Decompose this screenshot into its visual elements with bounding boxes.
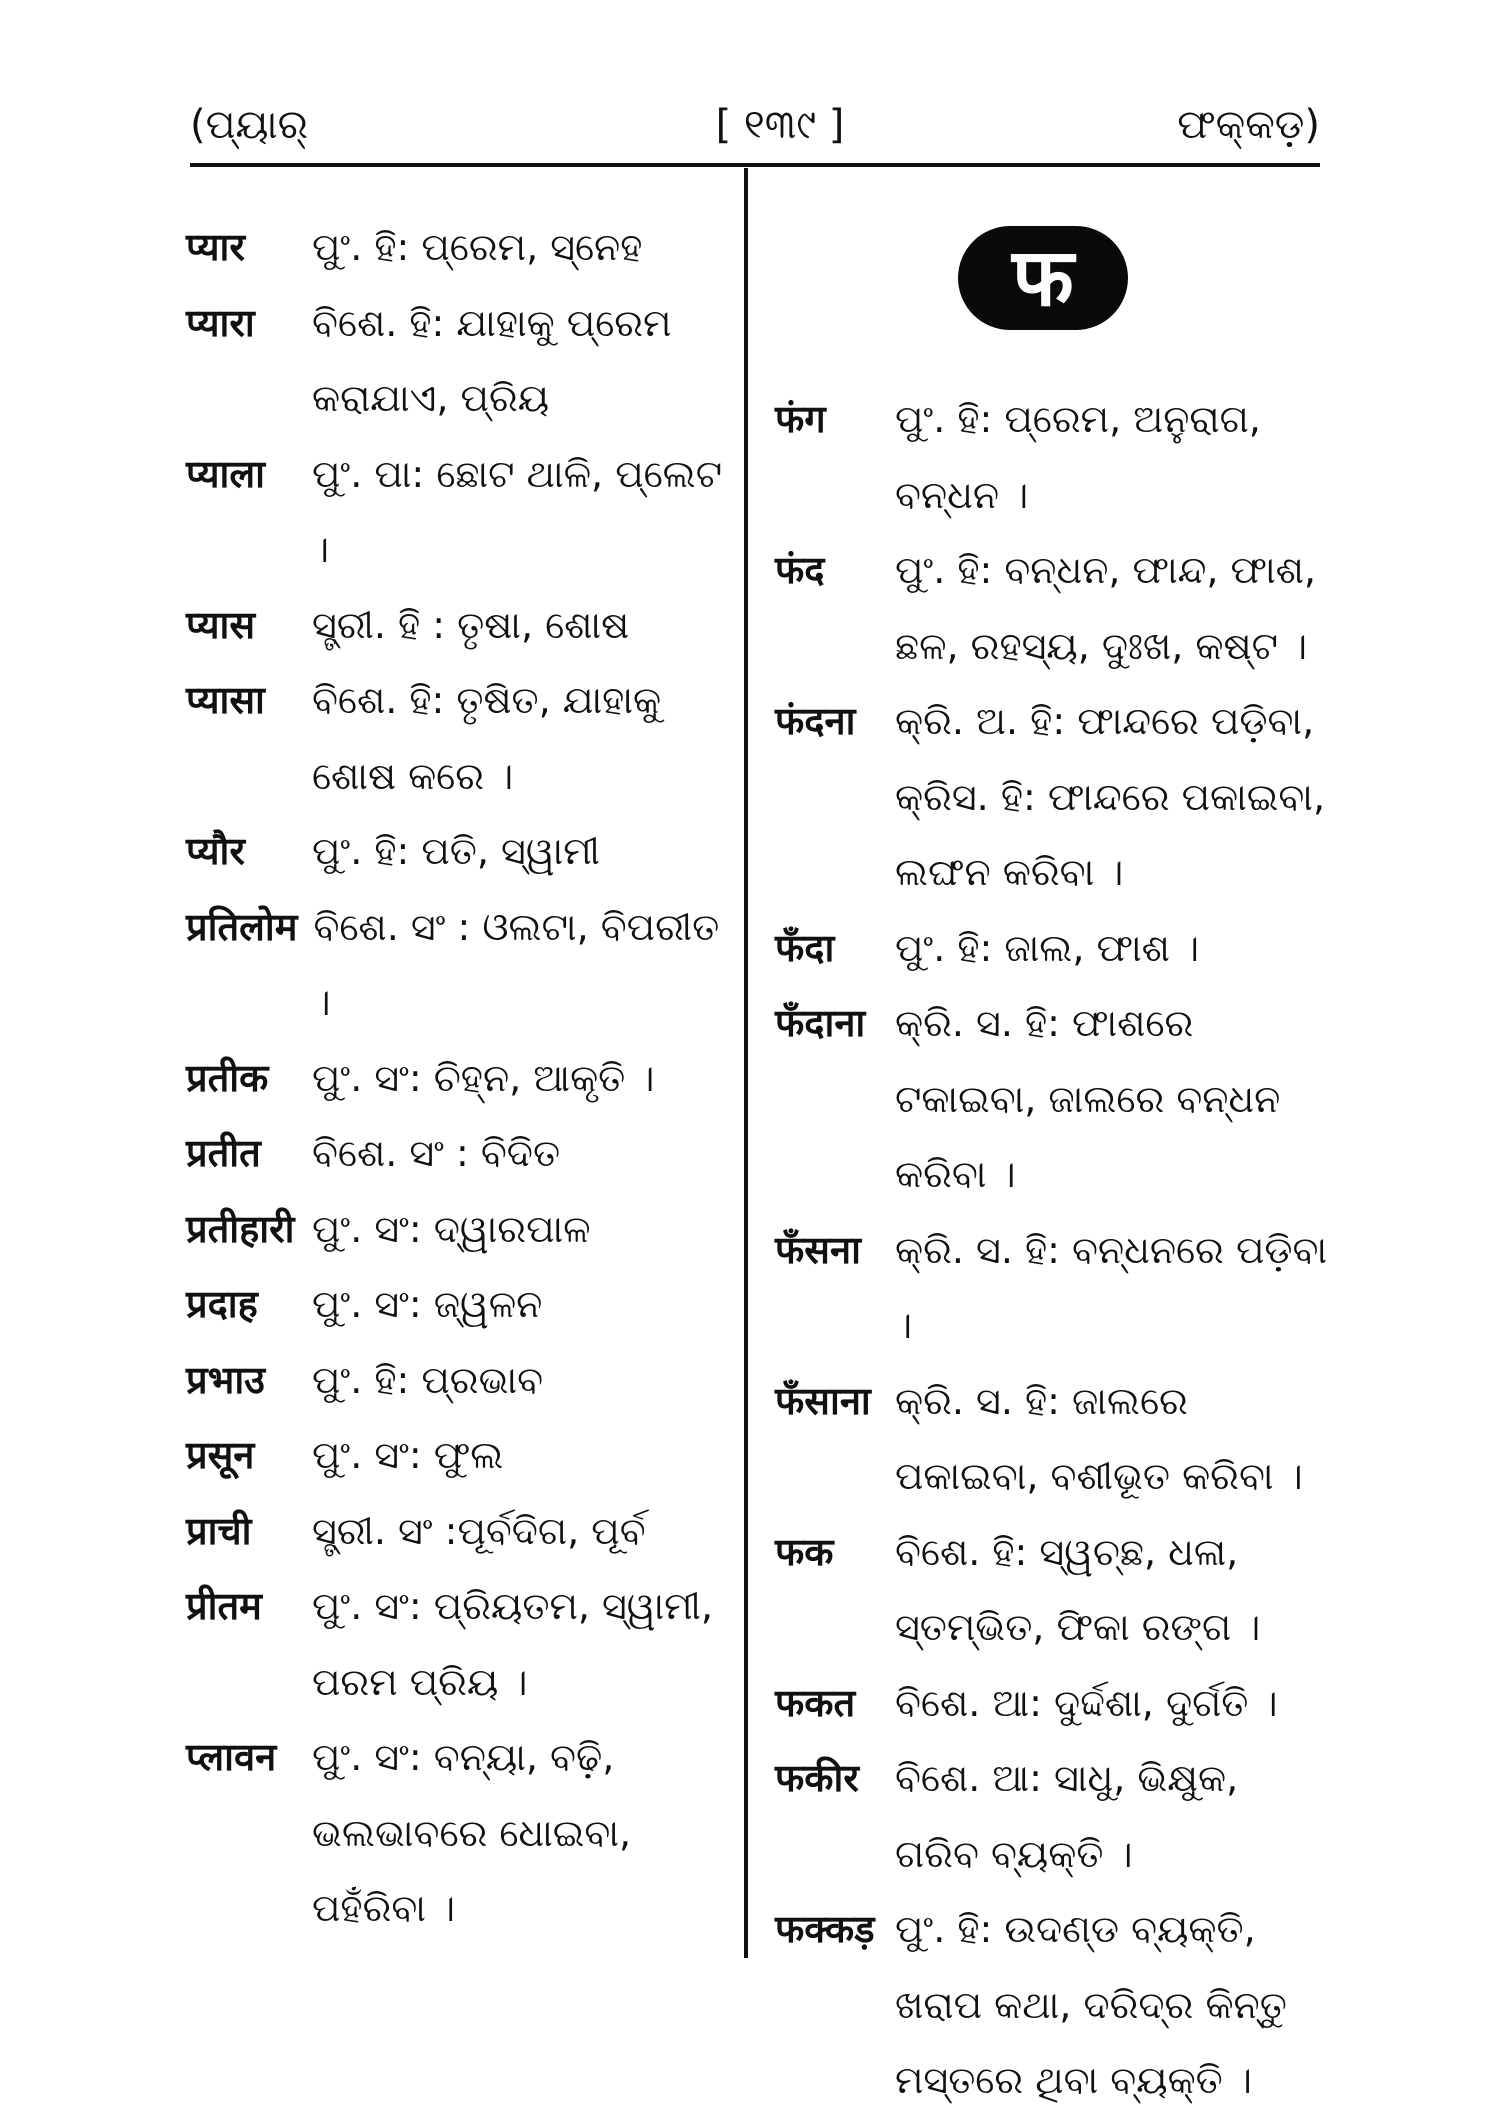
definition: ପୁଂ. ହି: ପତି, ସ୍ୱାମୀ bbox=[312, 829, 600, 873]
definition: ପୁଂ. ହି: ଜାଲ, ଫାଶ । bbox=[895, 925, 1200, 970]
headword: फँसना bbox=[775, 1227, 861, 1272]
headword: फंग bbox=[775, 397, 826, 441]
definition: ପୁଂ. ହି: ପ୍ରଭାବ bbox=[312, 1357, 544, 1402]
headword: प्रतिलोम bbox=[186, 904, 298, 949]
headword: प्रतीहारी bbox=[186, 1206, 295, 1251]
headword: प्रतीत bbox=[186, 1131, 261, 1175]
entry bbox=[775, 1666, 1330, 1742]
headword: प्रतीक bbox=[186, 1055, 269, 1100]
entry bbox=[775, 1515, 1330, 1666]
headword: प्राची bbox=[186, 1508, 252, 1553]
entry bbox=[186, 1418, 726, 1494]
definition: ସ୍ତ୍ରୀ. ହି : ତୃଷା, ଶୋଷ bbox=[312, 602, 630, 647]
headword: प्यार bbox=[186, 225, 245, 269]
headword: फकीर bbox=[775, 1756, 859, 1800]
headword: प्लावन bbox=[186, 1735, 277, 1779]
definition: ପୁଂ. ସଂ: ପ୍ରିୟତମ, ସ୍ୱାମୀ, ପରମ ପ୍ରିୟ । bbox=[312, 1584, 713, 1704]
headword: प्रभाउ bbox=[186, 1357, 266, 1402]
entry bbox=[186, 437, 726, 588]
entry bbox=[186, 210, 726, 286]
definition: କ୍ରି. ସ. ହି: ଫାଶରେ ଟକାଇବା, ଜାଲରେ ବନ୍ଧନ କରିବା । bbox=[895, 1001, 1281, 1196]
entry bbox=[775, 1213, 1330, 1364]
definition: କ୍ରି. ଅ. ହି: ଫାନ୍ଦରେ ପଡ଼ିବା, କ୍ରିସ. ହି: ଫାନ୍ଦରେ ପକାଇବା, ଲଙ୍ଘନ କରିବା । bbox=[895, 699, 1326, 894]
headword: प्यास bbox=[186, 602, 256, 647]
entry bbox=[775, 684, 1330, 911]
entry bbox=[186, 1267, 726, 1343]
entry bbox=[186, 1041, 726, 1117]
page-number: [ ୧୩୯ ] bbox=[715, 102, 845, 148]
entry bbox=[186, 1720, 726, 1947]
headword: फकत bbox=[775, 1680, 856, 1725]
definition: କ୍ରି. ସ. ହି: ବନ୍ଧନରେ ପଡ଼ିବା । bbox=[895, 1227, 1328, 1347]
definition: ବିଶେ. ହି: ସ୍ୱଚ୍ଛ, ଧଳା, ସ୍ତମ୍ଭିତ, ଫିକା ରଙ୍ଗ । bbox=[895, 1529, 1261, 1649]
definition: ପୁଂ. ହି: ବନ୍ଧନ, ଫାନ୍ଦ, ଫାଶ, ଛଳ, ରହସ୍ୟ, ଦୁଃଖ, କଷ୍ଟ । bbox=[895, 548, 1316, 668]
page-header bbox=[190, 95, 1320, 165]
entry bbox=[186, 1116, 726, 1192]
headword: प्रीतम bbox=[186, 1584, 262, 1628]
definition: ପୁଂ. ସଂ: ଦ୍ୱାରପାଳ bbox=[312, 1206, 591, 1251]
entry bbox=[775, 382, 1330, 533]
headword: फँदा bbox=[775, 925, 835, 970]
section-letter-badge: फ bbox=[958, 226, 1128, 330]
definition: କ୍ରି. ସ. ହି: ଜାଲରେ ପକାଇବା, ବଶୀଭୂତ କରିବା । bbox=[895, 1378, 1303, 1498]
definition: ପୁଂ. ପା: ଛୋଟ ଥାଳି, ପ୍ଲେଟ । bbox=[312, 451, 723, 571]
entry bbox=[775, 1741, 1330, 1892]
entry bbox=[186, 1192, 726, 1268]
definition: ବିଶେ. ହି: ତୃଷିତ, ଯାହାକୁ ଶୋଷ କରେ । bbox=[312, 678, 662, 798]
headword: प्यारा bbox=[186, 300, 255, 345]
entry bbox=[186, 1343, 726, 1419]
entry bbox=[186, 1494, 726, 1570]
definition: ବିଶେ. ଆ: ସାଧୁ, ଭିକ୍ଷୁକ, ଗରିବ ବ୍ୟକ୍ତି । bbox=[895, 1756, 1239, 1876]
definition: ବିଶେ. ହି: ଯାହାକୁ ପ୍ରେମ କରାଯାଏ, ପ୍ରିୟ bbox=[312, 300, 672, 420]
definition: ବିଶେ. ଆ: ଦୁର୍ଦ୍ଦଶା, ଦୁର୍ଗତି । bbox=[895, 1680, 1278, 1725]
headword: फंद bbox=[775, 548, 825, 592]
entry bbox=[186, 1569, 726, 1720]
right-column bbox=[775, 382, 1330, 2119]
header-rule bbox=[190, 163, 1320, 167]
headword: फँसाना bbox=[775, 1378, 871, 1423]
definition: ବିଶେ. ସଂ : ବିଦିତ bbox=[312, 1131, 561, 1175]
entry bbox=[186, 663, 726, 814]
headword: प्रदाह bbox=[186, 1282, 258, 1326]
headword: प्याला bbox=[186, 451, 265, 496]
definition: ପୁଂ. ସଂ: ବନ୍ୟା, ବଢ଼ି, ଭଲଭାବରେ ଧୋଇବା, ପହଁରିବା । bbox=[312, 1735, 632, 1930]
headword: फक्कड़ bbox=[775, 1907, 875, 1951]
left-column bbox=[186, 210, 726, 1947]
entry bbox=[775, 533, 1330, 684]
definition: ବିଶେ. ସଂ : ଓଲଟା, ବିପରୀତ । bbox=[313, 904, 720, 1024]
header-last-word: ଫକ୍‌କଡ଼) bbox=[1177, 102, 1320, 148]
definition: ସ୍ତ୍ରୀ. ସଂ :ପୂର୍ବଦିଗ, ପୂର୍ବ bbox=[312, 1508, 646, 1553]
definition: ପୁଂ. ସଂ: ଜ୍ୱଳନ bbox=[312, 1282, 543, 1326]
entry bbox=[775, 1892, 1330, 2119]
definition: ପୁଂ. ସଂ: ଚିହ୍ନ, ଆକୃତି । bbox=[312, 1055, 655, 1100]
entry bbox=[186, 286, 726, 437]
entry bbox=[186, 814, 726, 890]
headword: प्रसून bbox=[186, 1433, 255, 1477]
entry bbox=[186, 588, 726, 664]
entry bbox=[775, 1364, 1330, 1515]
definition: ପୁଂ. ହି: ଉଦଣ୍ଡ ବ୍ୟକ୍ତି, ଖରାପ କଥା, ଦରିଦ୍ର କିନ୍ତୁ ମସ୍ତରେ ଥିବା ବ୍ୟକ୍ତି । bbox=[895, 1907, 1287, 2102]
column-divider bbox=[744, 168, 748, 1958]
entry bbox=[775, 986, 1330, 1213]
definition: ପୁଂ. ହି: ପ୍ରେମ, ଅନୁରାଗ, ବନ୍ଧନ । bbox=[895, 397, 1261, 517]
headword: फक bbox=[775, 1529, 834, 1574]
entry bbox=[775, 911, 1330, 987]
definition: ପୁଂ. ସଂ: ଫୁଲ bbox=[312, 1433, 504, 1477]
definition: ପୁଂ. ହି: ପ୍ରେମ, ସ୍ନେହ bbox=[312, 225, 643, 269]
headword: प्यासा bbox=[186, 678, 265, 722]
headword: फँदाना bbox=[775, 1001, 866, 1045]
headword: फंदना bbox=[775, 699, 856, 743]
header-first-word: (ପ୍ୟାର୍ bbox=[190, 102, 308, 148]
entry bbox=[186, 890, 726, 1041]
headword: प्यौर bbox=[186, 829, 245, 873]
